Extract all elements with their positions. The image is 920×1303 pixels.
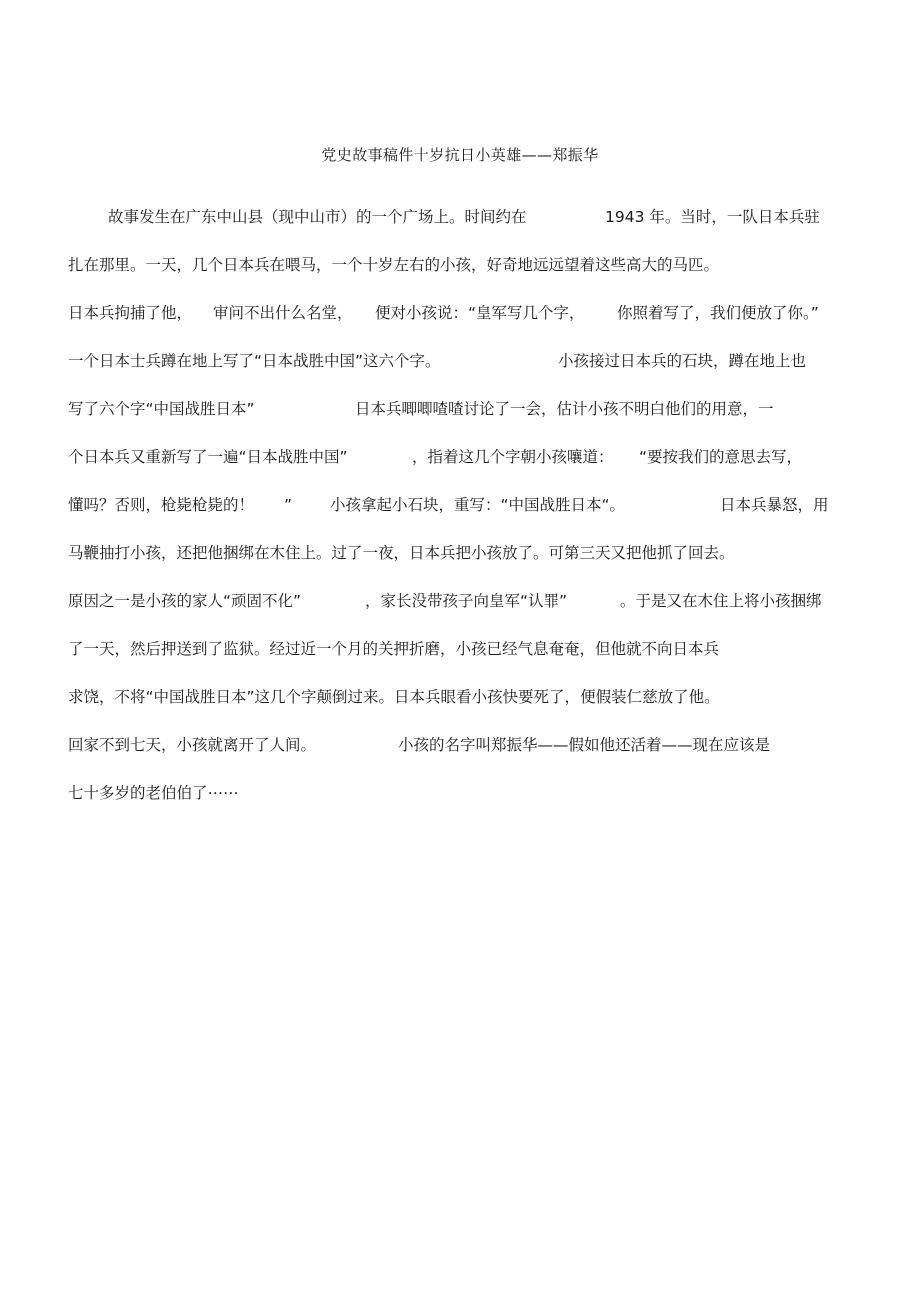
text-segment: 求饶，不将“中国战胜日本”这几个字颠倒过来。日本兵眼看小孩快要死了，便假装仁慈放了他。	[68, 688, 720, 706]
text-segment: ，指着这几个字朝小孩嚷道：	[412, 448, 614, 466]
text-segment: 故事发生在广东中山县（现中山市）的一个广场上。时间约在	[108, 208, 527, 226]
body-line-6	[0, 445, 920, 469]
text-segment: 日本兵拘捕了他，	[68, 304, 193, 322]
text-segment: 七十多岁的老伯伯了⋯⋯	[68, 784, 239, 802]
text-segment: 审问不出什么名堂，	[213, 304, 353, 322]
text-segment: 懂吗？否则，枪毙枪毙的！	[68, 496, 255, 514]
text-segment: 。于是又在木住上将小孩捆绑	[620, 592, 822, 610]
body-line-3	[0, 301, 920, 325]
body-line-4	[0, 349, 920, 373]
body-line-10	[0, 637, 920, 661]
body-line-11	[0, 685, 920, 709]
body-line-5	[0, 397, 920, 421]
document-title: 党史故事稿件十岁抗日小英雄——郑振华	[321, 146, 599, 164]
text-segment: ”	[284, 496, 293, 514]
text-segment: 小孩接过日本兵的石块，蹲在地上也	[558, 352, 807, 370]
text-segment: 日本兵唧唧喳喳讨论了一会，估计小孩不明白他们的用意，一	[355, 400, 774, 418]
text-segment: 个日本兵又重新写了一遍“日本战胜中国”	[68, 448, 348, 466]
text-segment: 写了六个字“中国战胜日本”	[68, 400, 255, 418]
body-line-8	[0, 541, 920, 565]
text-segment: 日本兵暴怒，用	[720, 496, 829, 514]
text-segment: 你照着写了，我们便放了你。”	[617, 304, 819, 322]
body-line-2	[0, 253, 920, 277]
text-segment: 一个日本士兵蹲在地上写了“日本战胜中国”这六个字。	[68, 352, 441, 370]
text-segment: ，家长没带孩子向皇军“认罪”	[365, 592, 568, 610]
body-line-13	[0, 781, 920, 805]
text-segment: 扎在那里。一天，几个日本兵在喂马，一个十岁左右的小孩，好奇地远远望着这些高大的马匹。	[68, 256, 720, 274]
text-segment: 小孩拿起小石块，重写：“中国战胜日本“。	[330, 496, 626, 514]
text-segment: 回家不到七天，小孩就离开了人间。	[68, 736, 317, 754]
text-segment: 1943 年。当时，一队日本兵驻	[605, 208, 820, 226]
body-line-12	[0, 733, 920, 757]
text-segment: 了一天，然后押送到了监狱。经过近一个月的关押折磨，小孩已经气息奄奄，但他就不向日本兵	[68, 640, 720, 658]
text-segment: 小孩的名字叫郑振华——假如他还活着——现在应该是	[398, 736, 771, 754]
body-line-1	[0, 205, 920, 229]
text-segment: 便对小孩说：“皇军写几个字，	[375, 304, 585, 322]
text-segment: 原因之一是小孩的家人“顽固不化”	[68, 592, 302, 610]
text-segment: 马鞭抽打小孩，还把他捆绑在木住上。过了一夜，日本兵把小孩放了。可第三天又把他抓了回去。	[68, 544, 735, 562]
text-segment: “要按我们的意思去写，	[639, 448, 803, 466]
body-line-9	[0, 589, 920, 613]
body-line-7	[0, 493, 920, 517]
